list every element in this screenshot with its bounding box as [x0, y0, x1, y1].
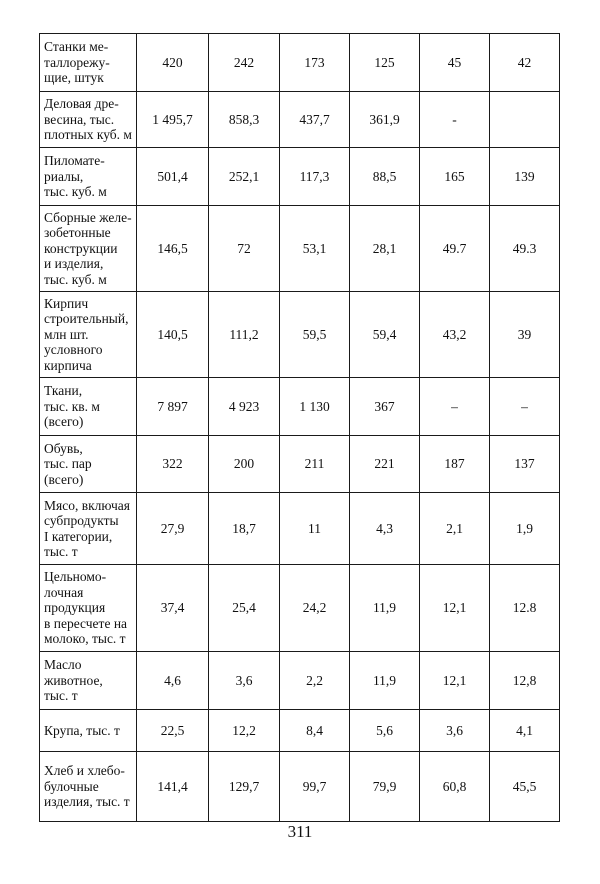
table-row [40, 752, 560, 822]
table-cell: 72 [209, 206, 280, 292]
table-cell: 125 [350, 34, 420, 92]
table-cell: 11 [280, 493, 350, 565]
row-label: Деловая дре- весина, тыс. плотных куб. м [40, 92, 137, 148]
row-label: Масло животное, тыс. т [40, 652, 137, 710]
table-cell: 173 [280, 34, 350, 92]
row-label: Цельномо- лочная продукция в пересчете на молоко, тыс. т [40, 565, 137, 652]
table-cell: 59,5 [280, 292, 350, 378]
table-cell: 60,8 [420, 752, 490, 822]
table-cell: 2,1 [420, 493, 490, 565]
table-cell: 4,6 [137, 652, 209, 710]
table-cell: 12.8 [490, 565, 560, 652]
table-cell: 5,6 [350, 710, 420, 752]
row-label: Сборные желе- зобетонные конструкции и изделия, тыс. куб. м [40, 206, 137, 292]
table-cell: 45 [420, 34, 490, 92]
table-row [40, 206, 560, 292]
table-cell: 12,2 [209, 710, 280, 752]
table-cell: 111,2 [209, 292, 280, 378]
table-cell: 12,1 [420, 652, 490, 710]
table-row [40, 493, 560, 565]
table-row [40, 148, 560, 206]
table-cell: 49.3 [490, 206, 560, 292]
table-cell: 7 897 [137, 378, 209, 436]
table-cell: 146,5 [137, 206, 209, 292]
table-cell: 322 [137, 436, 209, 493]
table-cell: 4 923 [209, 378, 280, 436]
row-label: Мясо, включая субпродукты I категории, тыс. т [40, 493, 137, 565]
table-cell: 858,3 [209, 92, 280, 148]
table-cell: 200 [209, 436, 280, 493]
table-cell: 141,4 [137, 752, 209, 822]
table-cell: 99,7 [280, 752, 350, 822]
table-row [40, 92, 560, 148]
table-cell: – [490, 378, 560, 436]
table-cell: - [420, 92, 490, 148]
production-statistics-table [39, 33, 560, 822]
table-row [40, 652, 560, 710]
table-cell: 1 495,7 [137, 92, 209, 148]
table-row [40, 436, 560, 493]
table-cell: 221 [350, 436, 420, 493]
row-label: Обувь, тыс. пар (всего) [40, 436, 137, 493]
table-cell: 252,1 [209, 148, 280, 206]
table-cell: 18,7 [209, 493, 280, 565]
row-label: Хлеб и хлебо- булочные изделия, тыс. т [40, 752, 137, 822]
table-cell: 137 [490, 436, 560, 493]
table-cell: 367 [350, 378, 420, 436]
table-cell: 1,9 [490, 493, 560, 565]
table-cell: 12,1 [420, 565, 490, 652]
table-cell: 3,6 [209, 652, 280, 710]
table-cell [490, 92, 560, 148]
row-label: Крупа, тыс. т [40, 710, 137, 752]
table-cell: 4,3 [350, 493, 420, 565]
row-label: Кирпич строительный, млн шт. условного кирпича [40, 292, 137, 378]
table-row [40, 378, 560, 436]
table-cell: 45,5 [490, 752, 560, 822]
table-cell: 501,4 [137, 148, 209, 206]
table-cell: 129,7 [209, 752, 280, 822]
table-cell: 8,4 [280, 710, 350, 752]
row-label: Пиломате- риалы, тыс. куб. м [40, 148, 137, 206]
table-cell: 3,6 [420, 710, 490, 752]
table-cell: 37,4 [137, 565, 209, 652]
table-cell: 27,9 [137, 493, 209, 565]
table-cell: 211 [280, 436, 350, 493]
table-cell: 11,9 [350, 565, 420, 652]
table-cell: 12,8 [490, 652, 560, 710]
table-row [40, 710, 560, 752]
table-cell: 117,3 [280, 148, 350, 206]
table-row [40, 565, 560, 652]
row-label: Станки ме- таллорежу- щие, штук [40, 34, 137, 92]
table-cell: 361,9 [350, 92, 420, 148]
table-cell: 165 [420, 148, 490, 206]
table-cell: 79,9 [350, 752, 420, 822]
table-cell: 24,2 [280, 565, 350, 652]
table-cell: – [420, 378, 490, 436]
table-cell: 11,9 [350, 652, 420, 710]
table-cell: 187 [420, 436, 490, 493]
table-cell: 39 [490, 292, 560, 378]
table-cell: 42 [490, 34, 560, 92]
table-cell: 2,2 [280, 652, 350, 710]
table-cell: 242 [209, 34, 280, 92]
table-cell: 140,5 [137, 292, 209, 378]
table-cell: 53,1 [280, 206, 350, 292]
table-cell: 437,7 [280, 92, 350, 148]
table-cell: 49.7 [420, 206, 490, 292]
table-cell: 25,4 [209, 565, 280, 652]
table-cell: 28,1 [350, 206, 420, 292]
table-row [40, 34, 560, 92]
table-cell: 22,5 [137, 710, 209, 752]
table-cell: 59,4 [350, 292, 420, 378]
page-number: 311 [287, 822, 313, 841]
table-cell: 1 130 [280, 378, 350, 436]
table-cell: 420 [137, 34, 209, 92]
table-cell: 43,2 [420, 292, 490, 378]
table-row [40, 292, 560, 378]
table-cell: 88,5 [350, 148, 420, 206]
table-cell: 139 [490, 148, 560, 206]
table-cell: 4,1 [490, 710, 560, 752]
row-label: Ткани, тыс. кв. м (всего) [40, 378, 137, 436]
